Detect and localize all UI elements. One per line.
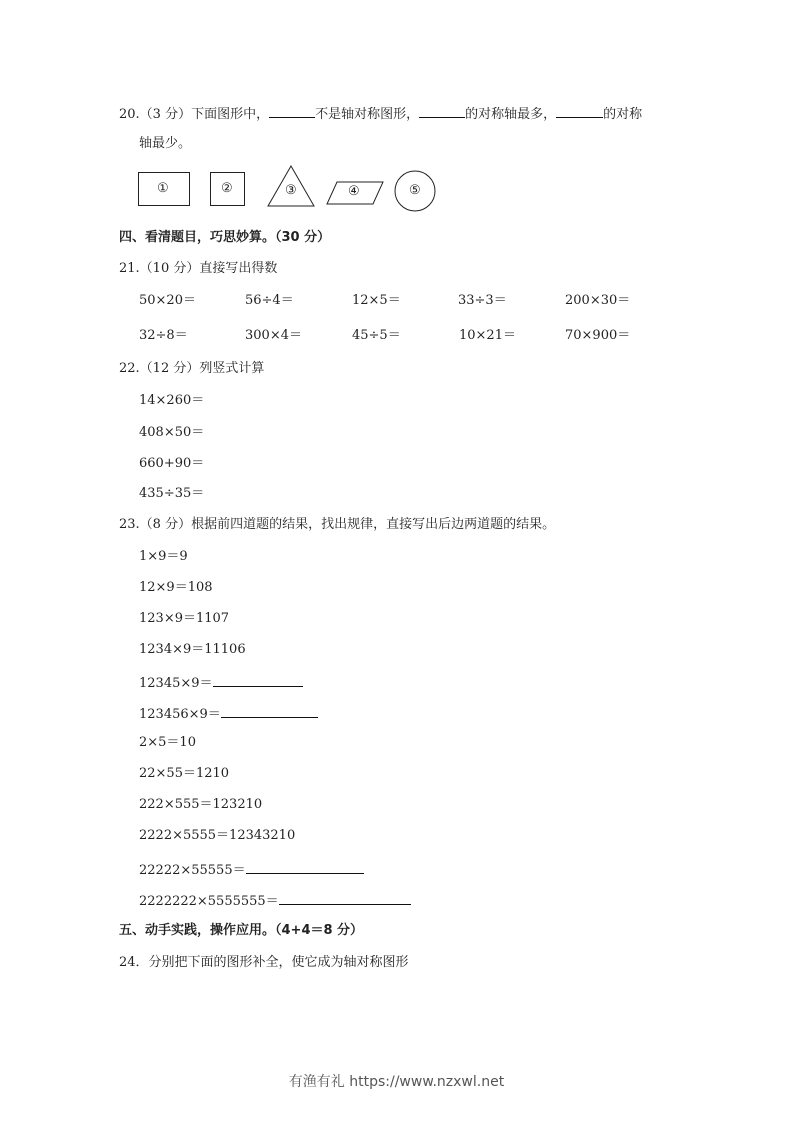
q23-g2-5-expr: 22222×55555＝ bbox=[139, 863, 246, 878]
q23-g1-6 bbox=[139, 704, 318, 723]
q23-answer-blank-3[interactable] bbox=[246, 860, 364, 874]
q23-g1-6-expr: 123456×9＝ bbox=[139, 707, 221, 722]
q22-item-3: 660+90＝ bbox=[139, 456, 205, 471]
q21-r2c2: 300×4＝ bbox=[245, 328, 302, 343]
q21-r2c3: 45÷5＝ bbox=[352, 328, 401, 343]
q23-g2-1: 2×5＝10 bbox=[139, 735, 196, 750]
q22-item-1: 14×260＝ bbox=[139, 393, 205, 408]
q21-r1c5: 200×30＝ bbox=[565, 293, 631, 308]
q23-answer-blank-4[interactable] bbox=[279, 891, 411, 905]
shape-label-5: ⑤ bbox=[409, 183, 421, 198]
q23-g1-4: 1234×9＝11106 bbox=[139, 642, 246, 657]
q23-answer-blank-2[interactable] bbox=[221, 704, 318, 718]
q20-part1: 不是轴对称图形， bbox=[315, 107, 420, 122]
q20-blank-1[interactable] bbox=[269, 104, 315, 118]
q22-item-2: 408×50＝ bbox=[139, 425, 205, 440]
q21-r2c4: 10×21＝ bbox=[459, 328, 516, 343]
q23-answer-blank-1[interactable] bbox=[213, 673, 303, 687]
q22-item-4: 435÷35＝ bbox=[139, 486, 205, 501]
q23-g1-5 bbox=[139, 673, 303, 692]
q23-g1-5-expr: 12345×9＝ bbox=[139, 676, 213, 691]
q20-line1 bbox=[119, 104, 642, 123]
section-4-heading: 四、看清题目，巧思妙算。（30 分） bbox=[119, 230, 331, 245]
q23-g1-2: 12×9＝108 bbox=[139, 580, 213, 595]
q21-r1c3: 12×5＝ bbox=[352, 293, 401, 308]
q20-blank-2[interactable] bbox=[419, 104, 465, 118]
q23-g2-6 bbox=[139, 891, 411, 910]
q24-title: 24．分别把下面的图形补全，使它成为轴对称图形 bbox=[119, 955, 409, 970]
shape-label-1: ① bbox=[157, 181, 169, 196]
q21-r2c5: 70×900＝ bbox=[565, 328, 631, 343]
shape-label-4: ④ bbox=[348, 184, 360, 199]
q23-g1-1: 1×9＝9 bbox=[139, 549, 188, 564]
q23-g1-3: 123×9＝1107 bbox=[139, 611, 230, 626]
q21-r1c1: 50×20＝ bbox=[139, 293, 196, 308]
shape-label-2: ② bbox=[221, 181, 233, 196]
q23-g2-4: 2222×5555＝12343210 bbox=[139, 828, 296, 843]
q23-g2-2: 22×55＝1210 bbox=[139, 766, 230, 781]
q21-r1c2: 56÷4＝ bbox=[245, 293, 294, 308]
q23-g2-3: 222×555＝123210 bbox=[139, 797, 263, 812]
q22-title: 22.（12 分）列竖式计算 bbox=[119, 361, 265, 376]
section-5-heading: 五、动手实践，操作应用。（4+4＝8 分） bbox=[119, 923, 364, 938]
q20-part2: 的对称轴最多， bbox=[465, 107, 557, 122]
q21-r1c4: 33÷3＝ bbox=[458, 293, 507, 308]
q23-g2-5 bbox=[139, 860, 364, 879]
q20-blank-3[interactable] bbox=[556, 104, 603, 118]
shape-label-3: ③ bbox=[285, 183, 297, 198]
q21-r2c1: 32÷8＝ bbox=[139, 328, 188, 343]
q23-g2-6-expr: 2222222×5555555＝ bbox=[139, 894, 279, 909]
q23-title: 23.（8 分）根据前四道题的结果，找出规律，直接写出后边两道题的结果。 bbox=[119, 517, 556, 532]
q20-line2: 轴最少。 bbox=[139, 136, 192, 151]
q20-part3: 的对称 bbox=[603, 107, 643, 122]
q20-prefix: 20.（3 分）下面图形中， bbox=[119, 107, 270, 122]
q21-title: 21.（10 分）直接写出得数 bbox=[119, 261, 278, 276]
footer-watermark: 有渔有礼 https://www.nzxwl.net bbox=[288, 1074, 505, 1090]
